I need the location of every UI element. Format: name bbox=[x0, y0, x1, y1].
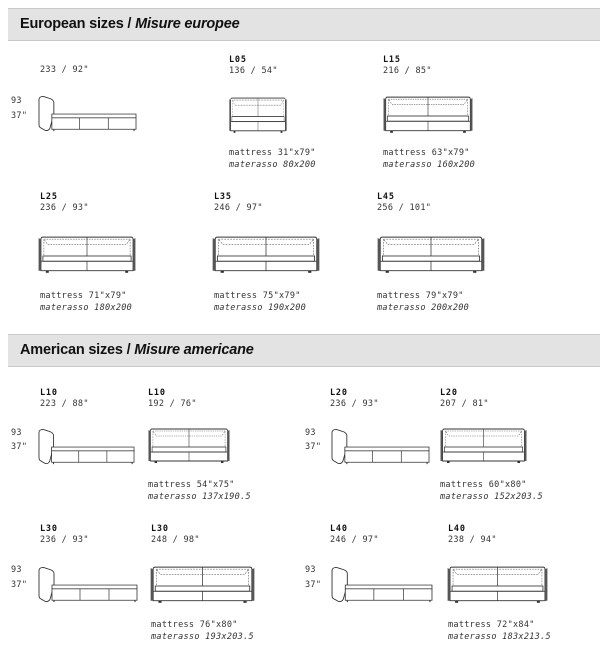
eu-front-view-l15 bbox=[383, 95, 473, 137]
us-side-height-in-l20: 37" bbox=[305, 442, 322, 452]
us-mattress-l20: mattress 60"x80" bbox=[440, 480, 527, 490]
european-sizes-title: European sizes / Misure europee bbox=[20, 16, 240, 32]
us-front-view-l40 bbox=[447, 565, 548, 607]
eu-model-size-l45: 256 / 101" bbox=[377, 203, 432, 213]
us-side-size-l40: 246 / 97" bbox=[330, 535, 379, 545]
eu-model-size-l35: 246 / 97" bbox=[214, 203, 263, 213]
us-materasso-l30: materasso 193x203.5 bbox=[151, 632, 254, 642]
eu-model-code-l15: L15 bbox=[383, 55, 401, 65]
eu-materasso-l45: materasso 200x200 bbox=[377, 303, 470, 313]
us-side-view-l40 bbox=[331, 567, 433, 605]
eu-front-view-l45 bbox=[377, 235, 485, 277]
eu-side-view-drawing bbox=[38, 96, 137, 134]
us-side-view-l10 bbox=[38, 429, 135, 467]
eu-mattress-l45: mattress 79"x79" bbox=[377, 291, 464, 301]
eu-mattress-l05: mattress 31"x79" bbox=[229, 148, 316, 158]
us-front-view-l30 bbox=[150, 565, 255, 607]
us-side-height-l40: 93 bbox=[305, 565, 316, 575]
us-side-height-in-l30: 37" bbox=[11, 580, 28, 590]
european-sizes-header bbox=[8, 8, 600, 41]
us-front-size-l20: 207 / 81" bbox=[440, 399, 489, 409]
eu-materasso-l25: materasso 180x200 bbox=[40, 303, 133, 313]
us-side-view-l30 bbox=[38, 567, 138, 605]
us-model-code-l40-side: L40 bbox=[330, 524, 348, 534]
us-model-code-l10-side: L10 bbox=[40, 388, 58, 398]
us-side-height-in-l40: 37" bbox=[305, 580, 322, 590]
us-front-view-l10 bbox=[148, 427, 230, 467]
us-model-code-l10-front: L10 bbox=[148, 388, 166, 398]
us-front-size-l10: 192 / 76" bbox=[148, 399, 197, 409]
us-side-height-l10: 93 bbox=[11, 428, 22, 438]
eu-front-view-l25 bbox=[38, 235, 136, 277]
us-side-size-l10: 223 / 88" bbox=[40, 399, 89, 409]
eu-materasso-l15: materasso 160x200 bbox=[383, 160, 476, 170]
us-side-height-l30: 93 bbox=[11, 565, 22, 575]
us-model-code-l30-side: L30 bbox=[40, 524, 58, 534]
us-mattress-l40: mattress 72"x84" bbox=[448, 620, 535, 630]
us-model-code-l30-front: L30 bbox=[151, 524, 169, 534]
us-side-size-l30: 236 / 93" bbox=[40, 535, 89, 545]
us-side-view-l20 bbox=[331, 429, 430, 467]
eu-side-height-in: 37" bbox=[11, 111, 28, 121]
eu-mattress-l25: mattress 71"x79" bbox=[40, 291, 127, 301]
eu-model-code-l45: L45 bbox=[377, 192, 395, 202]
eu-mattress-l15: mattress 63"x79" bbox=[383, 148, 470, 158]
eu-model-code-l05: L05 bbox=[229, 55, 247, 65]
american-sizes-title: American sizes / Misure americane bbox=[20, 342, 254, 358]
eu-mattress-l35: mattress 75"x79" bbox=[214, 291, 301, 301]
eu-model-size-l05: 136 / 54" bbox=[229, 66, 278, 76]
eu-front-view-l35 bbox=[212, 235, 320, 277]
us-model-code-l20-side: L20 bbox=[330, 388, 348, 398]
us-side-size-l20: 236 / 93" bbox=[330, 399, 379, 409]
us-model-code-l40-front: L40 bbox=[448, 524, 466, 534]
us-front-size-l30: 248 / 98" bbox=[151, 535, 200, 545]
us-mattress-l10: mattress 54"x75" bbox=[148, 480, 235, 490]
us-model-code-l20-front: L20 bbox=[440, 388, 458, 398]
eu-model-code-l35: L35 bbox=[214, 192, 232, 202]
eu-materasso-l35: materasso 190x200 bbox=[214, 303, 307, 313]
eu-model-code-l25: L25 bbox=[40, 192, 58, 202]
us-front-view-l20 bbox=[440, 427, 527, 467]
eu-front-view-l05 bbox=[229, 96, 287, 137]
american-sizes-header bbox=[8, 334, 600, 367]
us-side-height-in-l10: 37" bbox=[11, 442, 28, 452]
us-front-size-l40: 238 / 94" bbox=[448, 535, 497, 545]
eu-model-size-l25: 236 / 93" bbox=[40, 203, 89, 213]
eu-materasso-l05: materasso 80x200 bbox=[229, 160, 316, 170]
eu-side-width: 233 / 92" bbox=[40, 65, 89, 75]
eu-model-size-l15: 216 / 85" bbox=[383, 66, 432, 76]
eu-side-height: 93 bbox=[11, 96, 22, 106]
us-materasso-l40: materasso 183x213.5 bbox=[448, 632, 551, 642]
us-mattress-l30: mattress 76"x80" bbox=[151, 620, 238, 630]
us-materasso-l10: materasso 137x190.5 bbox=[148, 492, 251, 502]
us-side-height-l20: 93 bbox=[305, 428, 316, 438]
us-materasso-l20: materasso 152x203.5 bbox=[440, 492, 543, 502]
